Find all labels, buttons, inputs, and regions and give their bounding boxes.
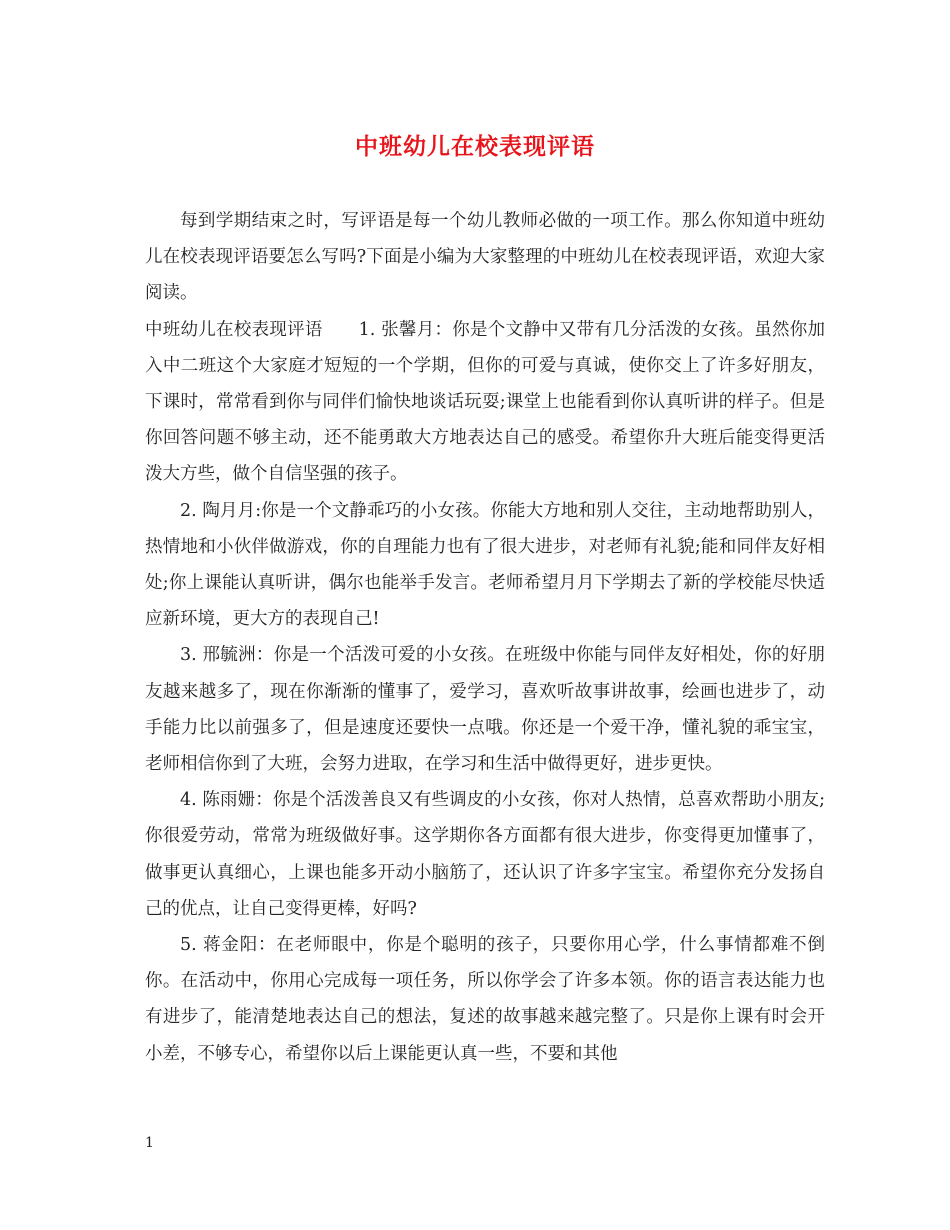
section-label: 中班幼儿在校表现评语	[145, 319, 323, 340]
comment-paragraph-2: 2. 陶月月:你是一个文静乖巧的小女孩。你能大方地和别人交往，主动地帮助别人，热情地和小伙伴做游戏，你的自理能力也有了很大进步，对老师有礼貌;能和同伴友好相处;你上课能认真听讲，偶尔也能举手发言。老师希望月月下学期去了新的学校能尽快适应新环境，更大方的表现自己!	[145, 500, 825, 630]
comment-text-1: 1. 张馨月：你是个文静中又带有几分活泼的女孩。虽然你加入中二班这个大家庭才短短的一个学期，但你的可爱与真诚，使你交上了许多好朋友，下课时，常常看到你与同伴们愉快地谈话玩耍;课堂上也能看到你认真听讲的样子。但是你回答问题不够主动，还不能勇敢大方地表达自己的感受。希望你升大班后能变得更活泼大方些，做个自信坚强的孩子。	[145, 319, 825, 485]
page-number: 1	[145, 1135, 154, 1151]
document-body	[145, 203, 825, 1072]
comment-paragraph-3: 3. 邢毓洲：你是一个活泼可爱的小女孩。在班级中你能与同伴友好相处，你的好朋友越来越多了，现在你渐渐的懂事了，爱学习，喜欢听故事讲故事，绘画也进步了，动手能力比以前强多了，但是速度还要快一点哦。你还是一个爱干净，懂礼貌的乖宝宝，老师相信你到了大班，会努力进取，在学习和生活中做得更好，进步更快。	[145, 645, 825, 775]
comment-paragraph-5: 5. 蒋金阳：在老师眼中，你是个聪明的孩子，只要你用心学，什么事情都难不倒你。在活动中，你用心完成每一项任务，所以你学会了许多本领。你的语言表达能力也有进步了，能清楚地表达自己的想法，复述的故事越来越完整了。只是你上课有时会开小差，不够专心，希望你以后上课能更认真一些，不要和其他	[145, 935, 825, 1064]
page-title: 中班幼儿在校表现评语	[355, 133, 595, 160]
intro-paragraph: 每到学期结束之时，写评语是每一个幼儿教师必做的一项工作。那么你知道中班幼儿在校表现评语要怎么写吗?下面是小编为大家整理的中班幼儿在校表现评语，欢迎大家阅读。	[145, 211, 825, 304]
comment-paragraph-4: 4. 陈雨姗：你是个活泼善良又有些调皮的小女孩，你对人热情，总喜欢帮助小朋友;你很爱劳动，常常为班级做好事。这学期你各方面都有很大进步，你变得更加懂事了，做事更认真细心，上课也能多开动小脑筋了，还认识了许多字宝宝。希望你充分发扬自己的优点，让自己变得更棒，好吗?	[145, 790, 825, 919]
comment-paragraph-1	[145, 312, 825, 493]
